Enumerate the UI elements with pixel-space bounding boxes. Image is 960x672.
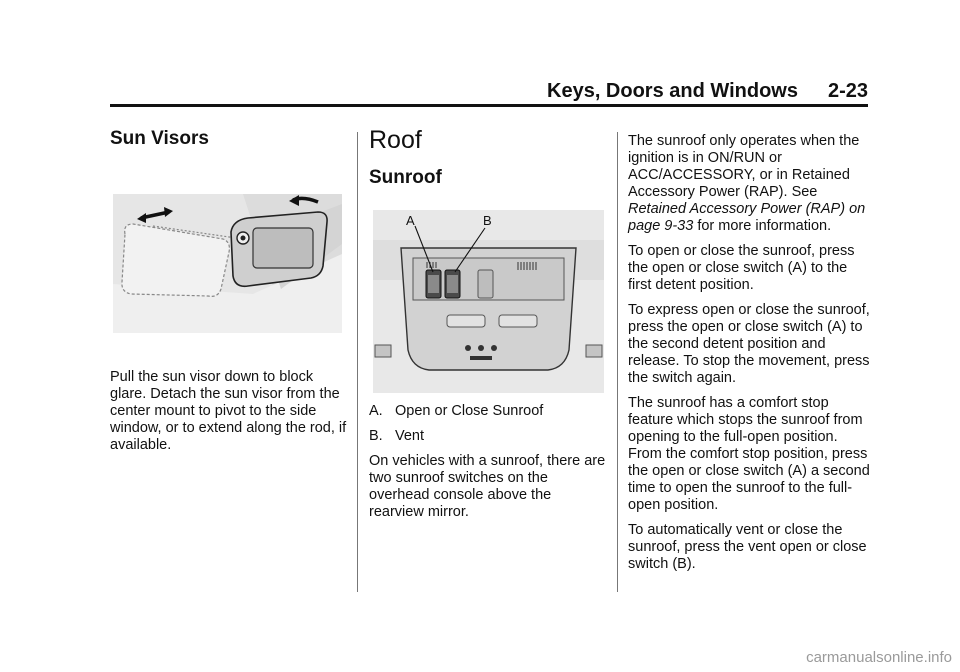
caption-a <box>369 403 609 420</box>
header-rule <box>110 104 868 107</box>
caption-a-letter: A. <box>369 403 383 419</box>
figure-label-a: A <box>406 213 415 228</box>
sunroof-figure <box>373 210 604 393</box>
section-title: Keys, Doors and Windows <box>547 80 798 102</box>
ignition-paragraph <box>628 133 874 235</box>
ignition-paragraph-start: The sunroof only operates when the ignition is in ON/RUN or ACC/ACCESSORY, or in Retained Accessory Power (RAP). See <box>628 133 860 200</box>
rap-reference-link[interactable]: Retained Accessory Power (RAP) on page 9-33 <box>628 201 866 234</box>
sunroof-intro-paragraph: On vehicles with a sunroof, there are two sunroof switches on the overhead console above the rearview mirror. <box>369 453 606 520</box>
vent-paragraph: To automatically vent or close the sunroof, press the vent open or close switch (B). <box>628 522 867 572</box>
sun-visors-paragraph: Pull the sun visor down to block glare. Detach the sun visor from the center mount to pivot to the side window, or to extend along the rod, if available. <box>110 369 347 453</box>
sun-visors-text <box>110 369 350 462</box>
sun-visors-heading: Sun Visors <box>110 128 209 149</box>
right-column-text <box>628 133 874 581</box>
caption-b <box>369 428 609 445</box>
roof-text <box>369 403 609 529</box>
overhead-console-illustration <box>373 210 604 393</box>
column-divider-right <box>617 132 618 592</box>
column-divider-left <box>357 132 358 592</box>
watermark: carmanualsonline.info <box>806 649 952 666</box>
caption-b-letter: B. <box>369 428 383 444</box>
express-paragraph: To express open or close the sunroof, press the open or close switch (A) to the second detent position and release. To stop the movement, press the switch again. <box>628 302 870 386</box>
comfort-stop-paragraph: The sunroof has a comfort stop feature which stops the sunroof from opening to the full-open position. From the comfort stop position, press the open or close switch (A) a second time to open the sunroof to the full-open position. <box>628 395 870 513</box>
sun-visor-illustration <box>113 194 342 333</box>
sunroof-heading: Sunroof <box>369 167 442 188</box>
roof-heading: Roof <box>369 126 422 154</box>
caption-a-text: Open or Close Sunroof <box>395 403 544 419</box>
caption-b-text: Vent <box>395 428 425 444</box>
page-header <box>110 80 868 103</box>
figure-label-b: B <box>483 213 492 228</box>
page-number: 2-23 <box>827 80 868 102</box>
sun-visor-figure <box>113 194 342 333</box>
ignition-paragraph-end: for more information. <box>693 218 832 234</box>
open-close-paragraph: To open or close the sunroof, press the open or close switch (A) to the first detent position. <box>628 243 855 293</box>
